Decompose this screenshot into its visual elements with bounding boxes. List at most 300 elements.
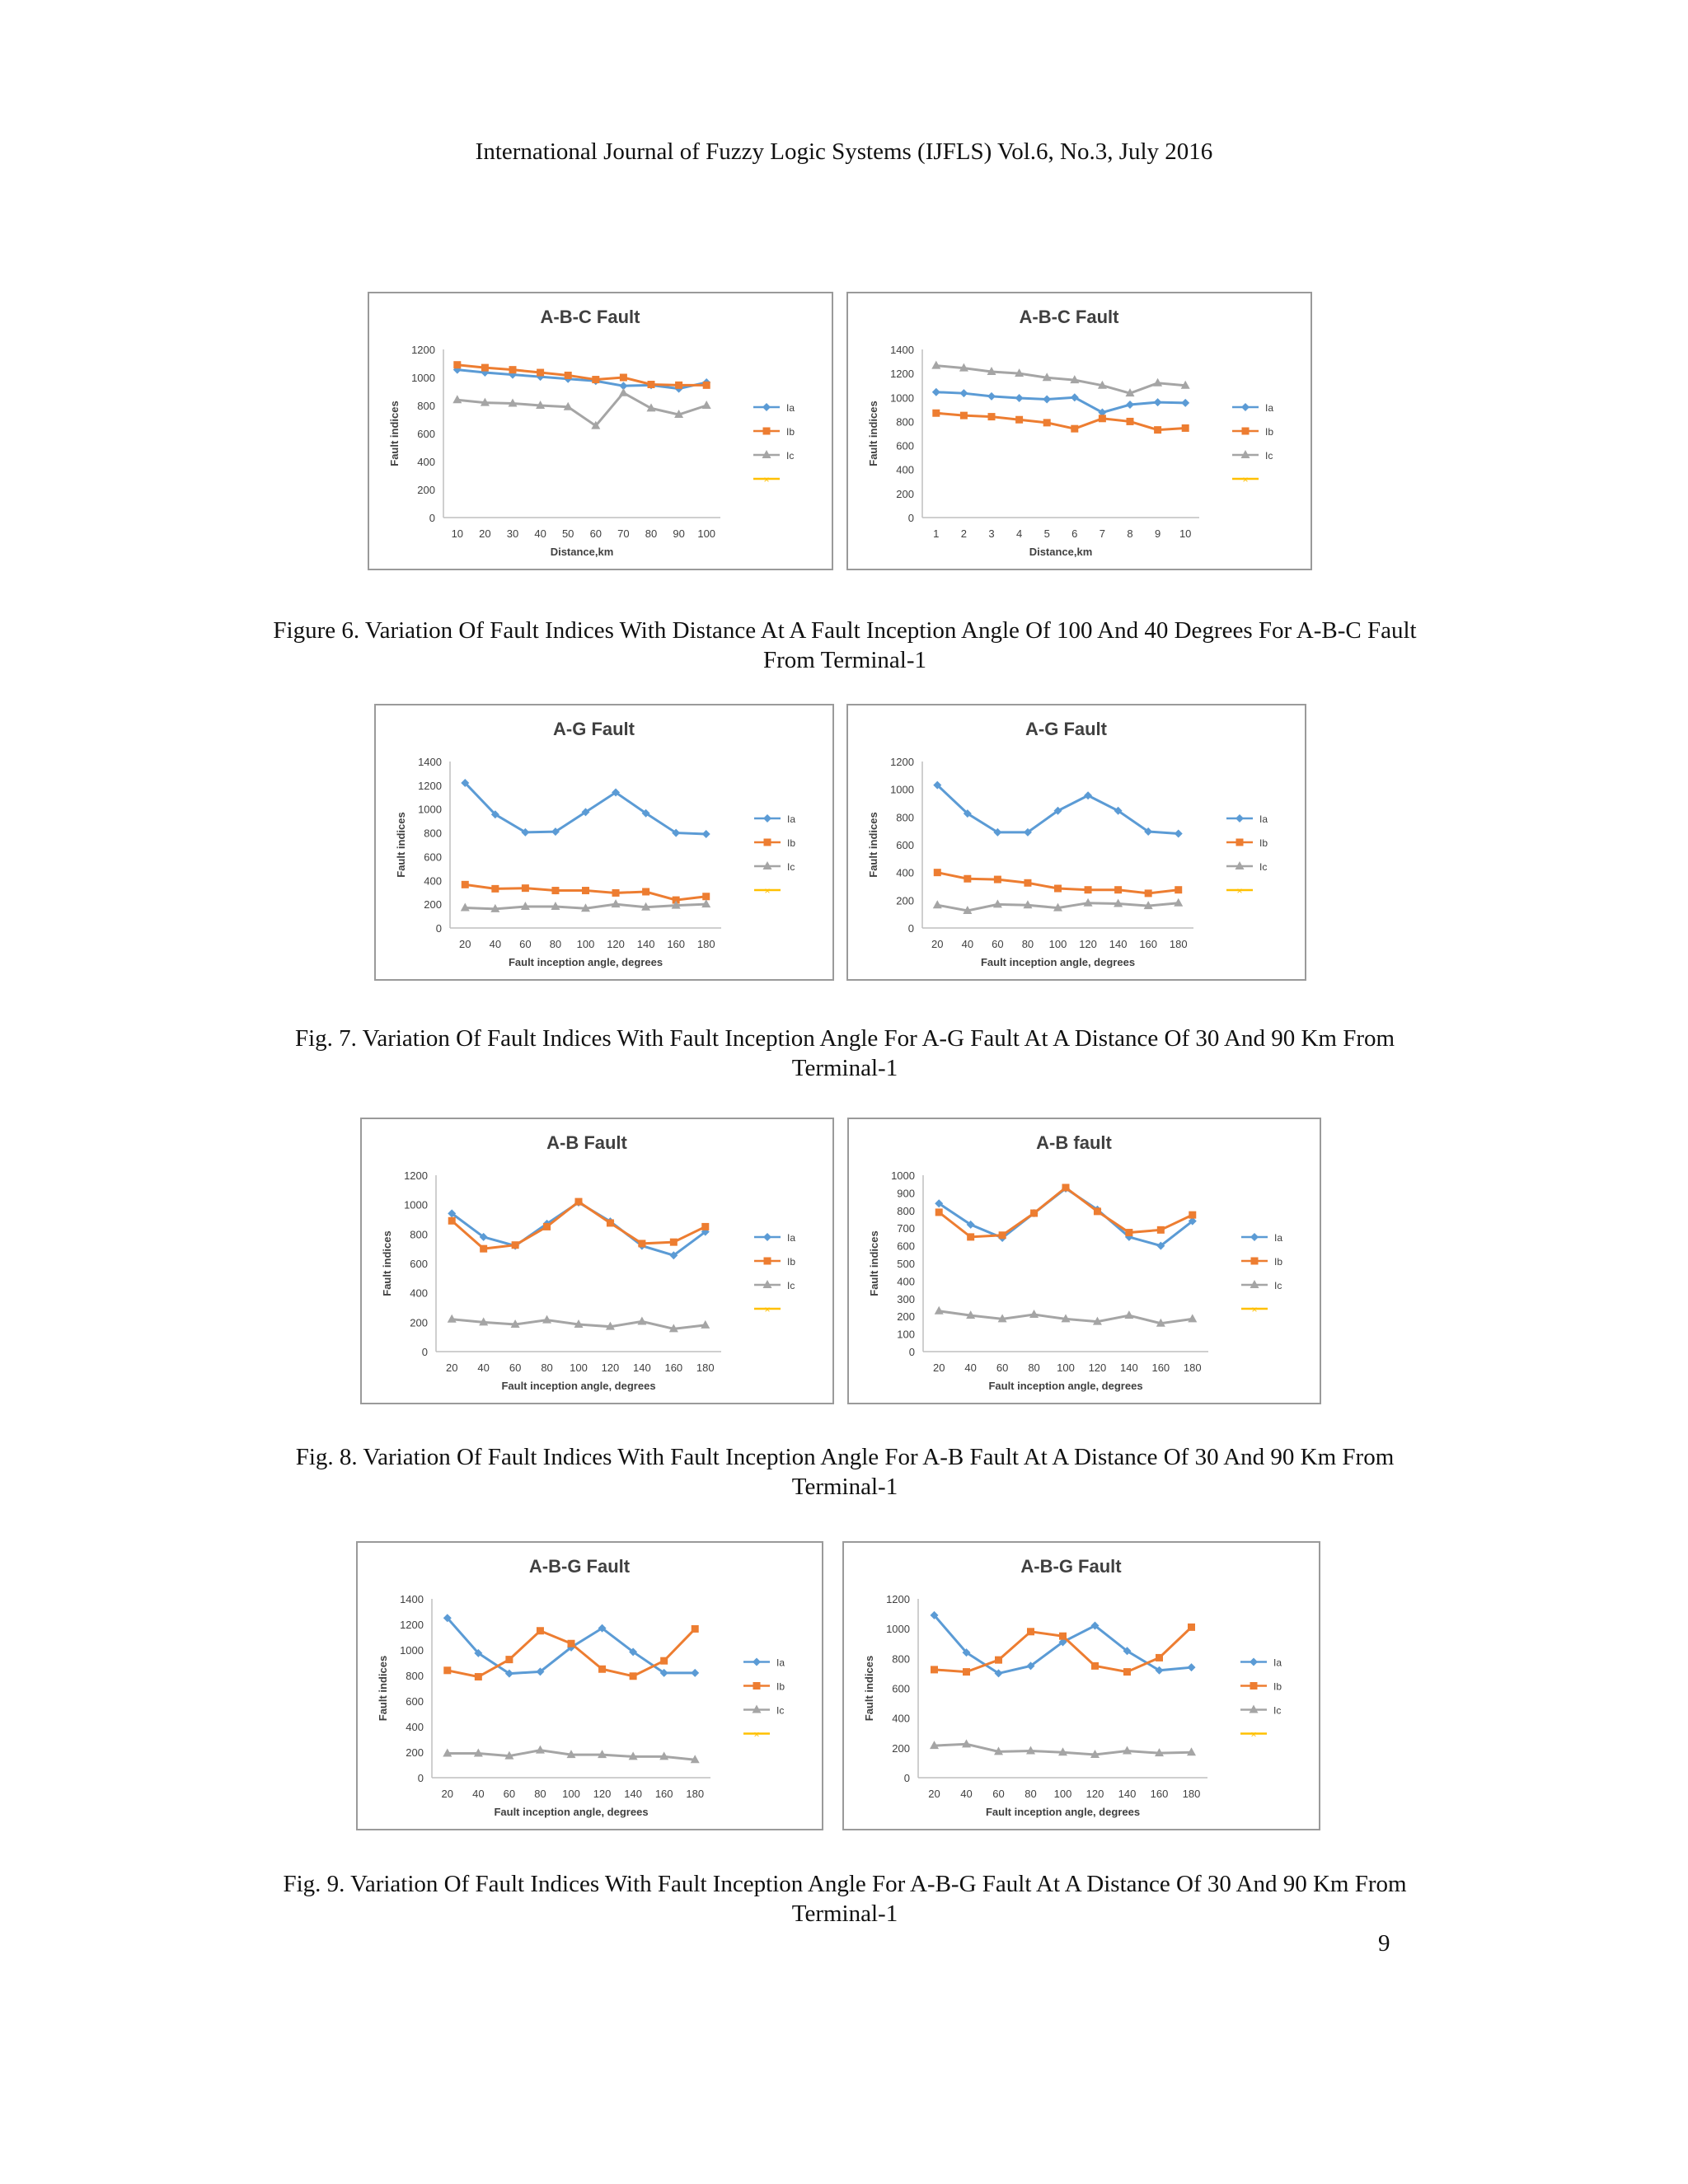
legend-label: Ic [1259, 861, 1268, 873]
y-tick-label: 1200 [418, 779, 442, 792]
data-point [630, 1672, 637, 1680]
legend-marker-extra: × [1242, 474, 1249, 485]
legend-marker [1241, 403, 1250, 411]
data-point [960, 412, 968, 419]
x-tick-label: 60 [503, 1788, 516, 1800]
series-line-ib [936, 413, 1185, 429]
chart-title: A-B-G Fault [528, 1556, 631, 1577]
y-axis-label: Fault indices [381, 1230, 393, 1296]
x-tick-label: 40 [489, 938, 502, 950]
y-axis-label: Fault indices [377, 1655, 389, 1722]
chart-title: A-B-G Fault [1020, 1556, 1122, 1577]
data-point [1188, 1314, 1197, 1322]
x-tick-label: 160 [667, 938, 686, 950]
legend-marker [1236, 814, 1244, 823]
legend-marker-extra: × [764, 1304, 771, 1315]
data-point [931, 1666, 938, 1673]
chart-title: A-B-C Fault [540, 307, 640, 327]
x-tick-label: 5 [1043, 527, 1050, 540]
x-tick-label: 50 [561, 527, 574, 540]
y-tick-label: 100 [897, 1328, 915, 1341]
y-tick-label: 800 [892, 1652, 910, 1666]
y-tick-label: 600 [424, 851, 442, 864]
y-tick-label: 0 [429, 512, 435, 524]
data-point [536, 1746, 545, 1754]
y-tick-label: 1000 [890, 783, 914, 796]
legend-label: Ia [1265, 402, 1274, 414]
x-tick-label: 180 [686, 1788, 705, 1800]
data-point [1091, 1662, 1099, 1670]
chart-title: A-G Fault [1025, 719, 1107, 739]
x-tick-label: 160 [1150, 1788, 1169, 1800]
y-tick-label: 200 [897, 1310, 915, 1324]
x-tick-label: 120 [593, 1788, 612, 1800]
y-tick-label: 400 [406, 1721, 424, 1733]
data-point [575, 1198, 583, 1206]
x-tick-label: 20 [928, 1788, 940, 1800]
caption-fig9: Fig. 9. Variation Of Fault Indices With Fault Inception Angle For A-B-G Fault At A Distance Of 30 And 90 Km From Terminal-1 [283, 1871, 1407, 1927]
y-tick-label: 1000 [886, 1623, 910, 1636]
data-point [1099, 415, 1106, 422]
x-tick-label: 80 [1021, 938, 1034, 950]
x-tick-label: 180 [1182, 1788, 1201, 1800]
chart-title: A-G Fault [553, 719, 635, 739]
data-point [999, 1231, 1006, 1239]
y-tick-label: 1200 [404, 1169, 428, 1182]
y-tick-label: 400 [896, 463, 914, 476]
x-tick-label: 70 [617, 527, 630, 540]
x-tick-label: 40 [472, 1788, 485, 1800]
data-point [568, 1640, 575, 1647]
y-tick-label: 0 [907, 512, 914, 524]
data-point [592, 376, 599, 383]
x-tick-label: 6 [1071, 527, 1078, 540]
y-tick-label: 1400 [890, 344, 914, 356]
legend-marker-extra: × [764, 885, 771, 897]
x-tick-label: 100 [562, 1788, 580, 1800]
legend-marker [1236, 839, 1244, 846]
x-tick-label: 20 [445, 1361, 458, 1374]
legend-marker-extra: × [1251, 1304, 1258, 1315]
legend-label: Ia [776, 1657, 785, 1669]
series-line-ic [936, 366, 1185, 394]
x-axis-label: Fault inception angle, degrees [508, 956, 663, 968]
y-tick-label: 400 [417, 456, 435, 468]
data-point [1182, 424, 1189, 432]
x-tick-label: 90 [673, 527, 685, 540]
x-tick-label: 40 [477, 1361, 490, 1374]
legend-label: Ia [1259, 813, 1268, 825]
x-tick-label: 160 [1151, 1361, 1170, 1374]
x-tick-label: 1 [933, 527, 940, 540]
x-tick-label: 20 [931, 938, 944, 950]
y-tick-label: 0 [907, 922, 914, 935]
chart-title: A-B-C Fault [1019, 307, 1119, 327]
y-tick-label: 800 [406, 1670, 424, 1682]
x-tick-label: 10 [451, 527, 464, 540]
x-tick-label: 60 [509, 1361, 522, 1374]
data-point [1175, 886, 1182, 893]
y-tick-label: 1200 [411, 344, 435, 356]
x-tick-label: 20 [932, 1361, 945, 1374]
data-point [1145, 889, 1152, 897]
data-point [967, 1233, 974, 1240]
x-tick-label: 100 [1057, 1361, 1075, 1374]
x-tick-label: 140 [624, 1788, 642, 1800]
x-tick-label: 8 [1127, 527, 1133, 540]
data-point [480, 1245, 487, 1253]
x-tick-label: 100 [576, 938, 595, 950]
series-line-ib [939, 1188, 1193, 1237]
x-tick-label: 20 [479, 527, 491, 540]
data-point [443, 1666, 451, 1674]
legend-marker [764, 839, 771, 846]
legend-marker-extra: × [1250, 1728, 1257, 1741]
data-point [670, 1239, 678, 1246]
x-tick-label: 60 [996, 1361, 1009, 1374]
x-tick-label: 100 [1048, 938, 1067, 950]
x-tick-label: 140 [1120, 1361, 1138, 1374]
x-tick-label: 100 [570, 1361, 588, 1374]
chart-abc-fault-2 [846, 292, 1312, 570]
data-point [1127, 418, 1134, 425]
data-point [1156, 1654, 1163, 1661]
x-tick-label: 120 [1088, 1361, 1107, 1374]
y-tick-label: 1200 [400, 1619, 424, 1631]
data-point [660, 1657, 668, 1665]
legend-label: Ic [787, 861, 795, 873]
data-point [607, 1219, 614, 1226]
x-axis-label: Fault inception angle, degrees [985, 1806, 1141, 1818]
x-tick-label: 40 [961, 938, 974, 950]
chart-ag-fault-1 [374, 704, 834, 981]
x-axis-label: Distance,km [550, 546, 614, 558]
y-tick-label: 600 [417, 428, 435, 440]
y-tick-label: 400 [897, 1275, 915, 1288]
legend-marker [763, 1233, 771, 1241]
data-point [1027, 1628, 1034, 1635]
series-line-ib [452, 1202, 706, 1249]
legend-label: Ia [787, 1232, 796, 1244]
legend-label: Ib [776, 1680, 785, 1693]
legend-label: Ia [787, 813, 796, 825]
data-point [509, 366, 517, 373]
data-point [1043, 395, 1051, 403]
data-point [543, 1223, 551, 1230]
y-tick-label: 400 [892, 1712, 910, 1725]
x-tick-label: 40 [964, 1361, 977, 1374]
y-tick-label: 600 [896, 439, 914, 452]
x-axis-label: Fault inception angle, degrees [988, 1380, 1143, 1392]
x-tick-label: 80 [541, 1361, 553, 1374]
data-point [987, 392, 996, 401]
x-tick-label: 160 [1139, 938, 1158, 950]
data-point [1071, 425, 1078, 433]
x-axis-label: Distance,km [1029, 546, 1093, 558]
data-point [1084, 791, 1092, 799]
data-point [1188, 1624, 1195, 1631]
data-point [1085, 886, 1092, 893]
data-point [675, 382, 682, 389]
x-tick-label: 80 [534, 1788, 546, 1800]
data-point [491, 885, 499, 893]
data-point [612, 889, 620, 897]
chart-svg [369, 293, 832, 569]
x-tick-label: 160 [654, 1788, 673, 1800]
x-tick-label: 80 [1025, 1788, 1037, 1800]
x-tick-label: 30 [506, 527, 519, 540]
y-axis-label: Fault indices [863, 1655, 875, 1722]
chart-abc-fault-1 [368, 292, 833, 570]
y-tick-label: 1200 [890, 756, 914, 768]
legend-marker [1250, 1233, 1259, 1241]
y-tick-label: 400 [410, 1286, 428, 1300]
data-point [988, 413, 996, 420]
x-tick-label: 60 [589, 527, 603, 540]
caption-fig6: Figure 6. Variation Of Fault Indices With Distance At A Fault Inception Angle Of 100 And 40 Degrees For A-B-C Fault From Terminal-1 [273, 617, 1417, 673]
chart-svg [848, 293, 1311, 569]
data-point [1123, 1668, 1131, 1675]
data-point [637, 1316, 646, 1324]
x-tick-label: 140 [1109, 938, 1128, 950]
data-point [1189, 1212, 1196, 1219]
legend-label: Ib [787, 1256, 796, 1268]
data-point [932, 410, 940, 417]
x-tick-label: 20 [441, 1788, 454, 1800]
chart-svg [358, 1543, 822, 1829]
y-tick-label: 1000 [890, 391, 914, 405]
y-tick-label: 1400 [400, 1593, 424, 1605]
legend-marker-extra: × [753, 1728, 760, 1741]
data-point [1024, 879, 1031, 887]
data-point [959, 389, 968, 397]
data-point [1043, 419, 1051, 426]
y-tick-label: 1000 [418, 803, 442, 816]
x-axis-label: Fault inception angle, degrees [494, 1806, 649, 1818]
chart-abg-fault-1 [356, 1541, 823, 1830]
series-line-ia [936, 392, 1185, 413]
caption-fig8: Fig. 8. Variation Of Fault Indices With Fault Inception Angle For A-B Fault At A Distance Of 30 And 90 Km From Terminal-1 [295, 1444, 1395, 1500]
y-tick-label: 800 [896, 415, 914, 429]
x-tick-label: 20 [459, 938, 471, 950]
data-point [1154, 426, 1161, 434]
y-tick-label: 0 [903, 1772, 910, 1784]
x-tick-label: 3 [988, 527, 995, 540]
data-point [1175, 830, 1183, 838]
data-point [1059, 1633, 1067, 1640]
data-point [551, 887, 559, 894]
data-point [1157, 1226, 1165, 1234]
legend-label: Ib [1273, 1680, 1282, 1693]
y-tick-label: 400 [896, 866, 914, 879]
chart-abg-fault-2 [842, 1541, 1320, 1830]
y-tick-label: 200 [406, 1746, 424, 1759]
legend-label: Ic [1265, 450, 1273, 462]
legend-marker [753, 1682, 761, 1690]
chart-ab-fault-2 [847, 1118, 1321, 1404]
data-point [1015, 416, 1023, 424]
y-tick-label: 300 [897, 1292, 915, 1305]
x-tick-label: 7 [1099, 527, 1106, 540]
x-tick-label: 180 [696, 938, 715, 950]
data-point [537, 369, 544, 377]
legend-marker [763, 428, 771, 435]
y-tick-label: 900 [897, 1187, 915, 1200]
legend-label: Ic [1273, 1704, 1282, 1717]
data-point [462, 881, 469, 888]
data-point [642, 888, 649, 895]
data-point [1054, 885, 1062, 893]
legend-marker [1250, 1658, 1258, 1666]
chart-title: A-B fault [1036, 1132, 1112, 1153]
x-tick-label: 80 [645, 527, 658, 540]
data-point [935, 1208, 943, 1216]
x-tick-label: 9 [1154, 527, 1161, 540]
y-tick-label: 800 [897, 1204, 915, 1217]
data-point [542, 1315, 551, 1324]
y-tick-label: 1000 [411, 372, 435, 384]
data-point [1029, 1310, 1039, 1318]
legend-label: Ia [1274, 1232, 1283, 1244]
y-tick-label: 200 [417, 484, 435, 496]
data-point [691, 1669, 699, 1677]
legend-marker-extra: × [1236, 885, 1243, 897]
x-tick-label: 120 [607, 938, 625, 950]
y-tick-label: 800 [417, 400, 435, 412]
x-tick-label: 180 [696, 1361, 715, 1374]
y-tick-label: 600 [410, 1258, 428, 1270]
x-tick-label: 10 [1179, 527, 1192, 540]
y-axis-label: Fault indices [395, 812, 407, 878]
x-tick-label: 140 [1118, 1788, 1137, 1800]
x-tick-label: 160 [664, 1361, 683, 1374]
data-point [565, 372, 572, 379]
y-axis-label: Fault indices [867, 401, 879, 466]
x-tick-label: 60 [992, 1788, 1005, 1800]
legend-label: Ic [787, 1280, 795, 1291]
y-tick-label: 400 [424, 874, 442, 888]
data-point [935, 1306, 944, 1315]
y-tick-label: 0 [908, 1346, 915, 1358]
x-tick-label: 180 [1169, 938, 1188, 950]
legend-marker [763, 814, 771, 823]
data-point [648, 381, 655, 388]
data-point [932, 388, 940, 396]
legend-marker [762, 403, 771, 411]
y-tick-label: 1000 [891, 1169, 915, 1182]
x-axis-label: Fault inception angle, degrees [501, 1380, 656, 1392]
series-line-ic [457, 393, 706, 426]
data-point [994, 876, 1001, 883]
x-tick-label: 80 [549, 938, 562, 950]
y-tick-label: 600 [896, 839, 914, 851]
x-tick-label: 100 [1053, 1788, 1072, 1800]
data-point [692, 1625, 699, 1633]
x-axis-label: Fault inception angle, degrees [980, 956, 1136, 968]
data-point [1125, 1229, 1132, 1236]
data-point [598, 1666, 606, 1673]
x-tick-label: 120 [601, 1361, 620, 1374]
chart-svg [362, 1119, 832, 1403]
data-point [1015, 394, 1024, 402]
data-point [963, 1668, 970, 1675]
legend-marker [1250, 1682, 1258, 1690]
series-line-ib [457, 365, 706, 386]
y-tick-label: 600 [892, 1682, 910, 1695]
legend-label: Ia [1273, 1657, 1282, 1669]
data-point [453, 361, 461, 368]
legend-label: Ic [776, 1704, 785, 1717]
x-tick-label: 60 [992, 938, 1004, 950]
x-tick-label: 180 [1183, 1361, 1202, 1374]
data-point [701, 1223, 709, 1230]
x-tick-label: 120 [1079, 938, 1097, 950]
legend-marker [753, 1658, 761, 1666]
data-point [522, 884, 529, 892]
data-point [505, 1656, 513, 1663]
y-tick-label: 200 [896, 894, 914, 907]
data-point [1030, 1210, 1038, 1217]
chart-title: A-B Fault [546, 1132, 627, 1153]
legend-label: Ib [1265, 426, 1274, 438]
x-tick-label: 60 [519, 938, 532, 950]
x-tick-label: 2 [960, 527, 968, 540]
data-point [512, 1241, 519, 1249]
y-tick-label: 200 [892, 1741, 910, 1755]
data-point [1188, 1663, 1196, 1671]
data-point [1062, 1183, 1070, 1191]
x-tick-label: 100 [697, 527, 716, 540]
page-number: 9 [1378, 1930, 1390, 1957]
data-point [620, 374, 627, 382]
legend-label: Ic [1274, 1280, 1282, 1291]
data-point [1126, 401, 1134, 409]
legend-label: Ia [786, 402, 795, 414]
chart-svg [376, 705, 832, 979]
y-tick-label: 700 [897, 1222, 915, 1235]
data-point [995, 1657, 1002, 1664]
y-tick-label: 0 [421, 1346, 428, 1358]
data-point [702, 893, 710, 900]
chart-ag-fault-2 [846, 704, 1306, 981]
y-tick-label: 1200 [886, 1593, 910, 1605]
data-point [934, 869, 941, 876]
data-point [933, 900, 942, 908]
x-tick-label: 4 [1015, 527, 1023, 540]
x-tick-label: 140 [636, 938, 655, 950]
data-point [1094, 1207, 1101, 1215]
y-axis-label: Fault indices [867, 812, 879, 878]
x-tick-label: 40 [960, 1788, 973, 1800]
legend-marker-extra: × [763, 474, 770, 485]
chart-ab-fault-1 [360, 1118, 834, 1404]
legend-label: Ib [1274, 1256, 1283, 1268]
data-point [1154, 398, 1162, 406]
chart-svg [848, 705, 1305, 979]
data-point [703, 382, 710, 389]
data-point [1114, 886, 1122, 893]
data-point [481, 364, 489, 372]
y-tick-label: 800 [424, 827, 442, 840]
data-point [1124, 1310, 1133, 1319]
legend-marker [1251, 1258, 1259, 1265]
y-tick-label: 600 [897, 1240, 915, 1253]
legend-marker [764, 1258, 771, 1265]
legend-label: Ic [786, 450, 795, 462]
data-point [964, 875, 971, 883]
x-tick-label: 120 [1085, 1788, 1104, 1800]
y-axis-label: Fault indices [388, 401, 401, 466]
